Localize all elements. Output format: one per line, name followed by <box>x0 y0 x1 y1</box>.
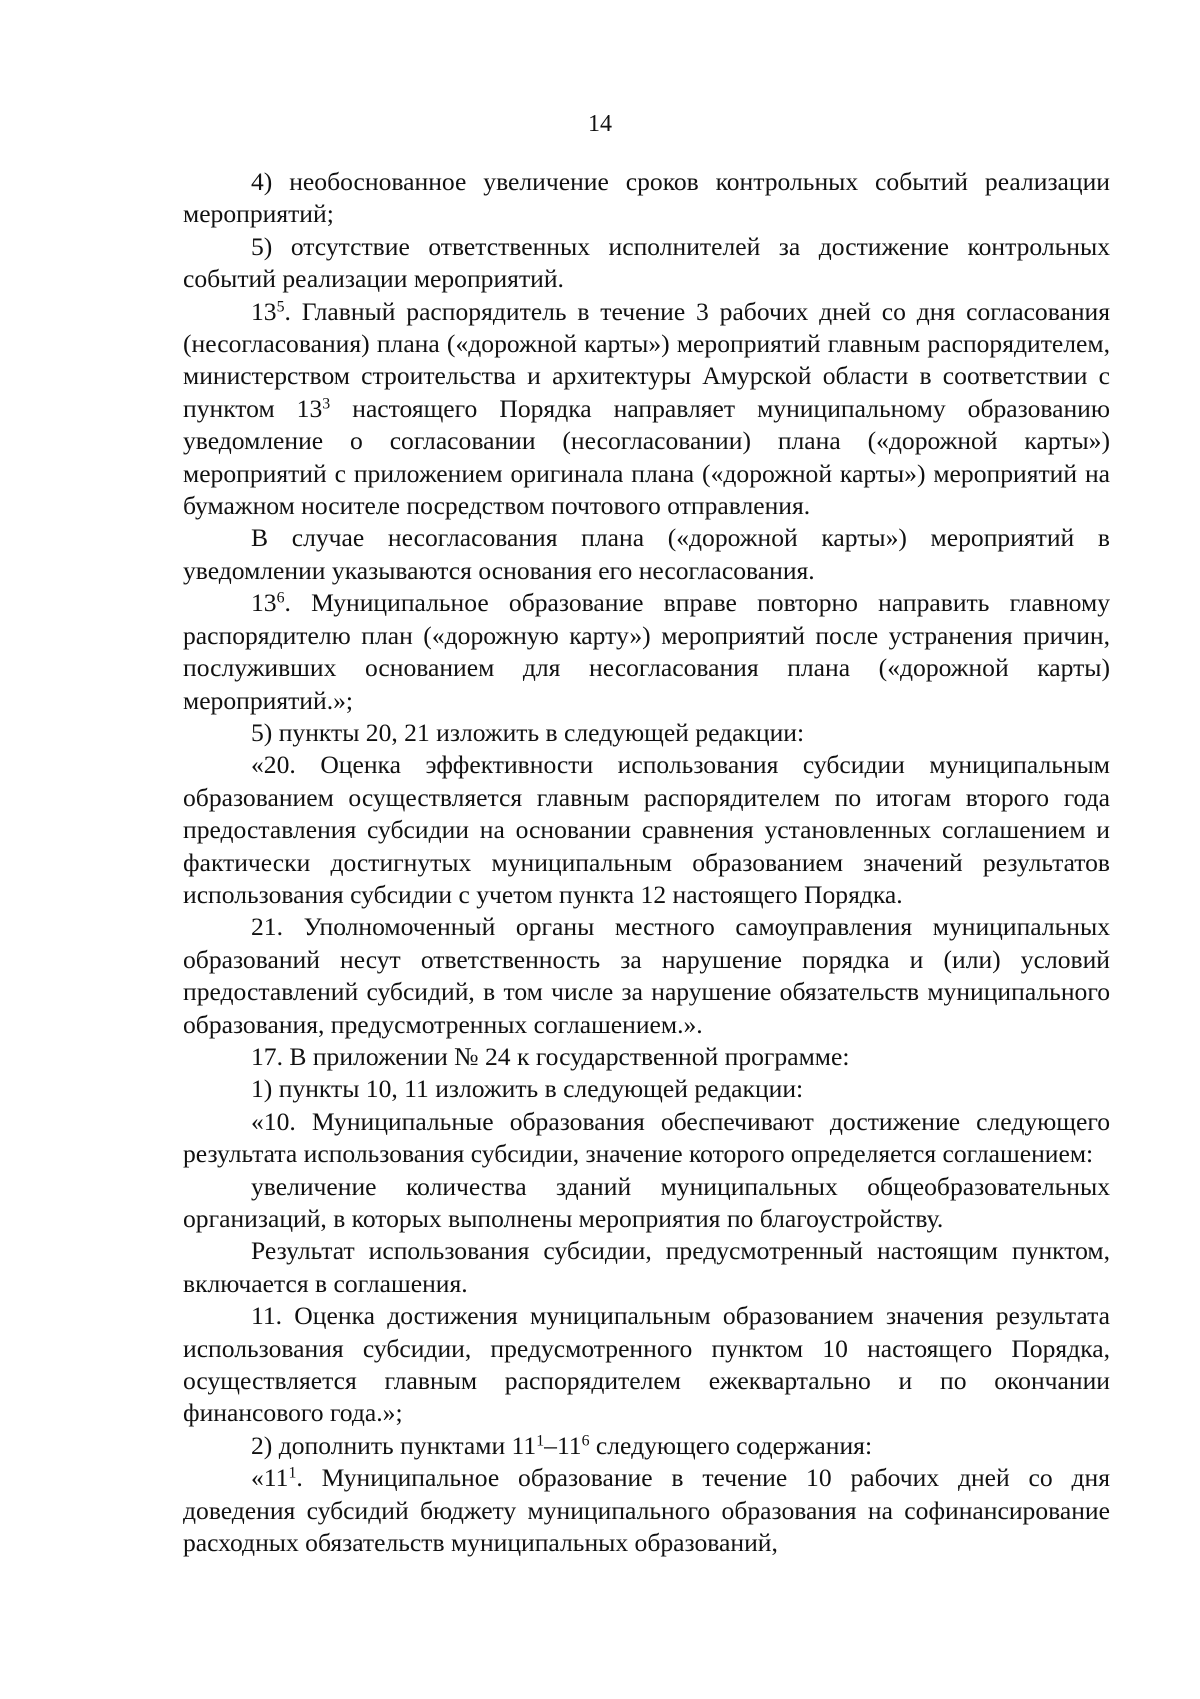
paragraph-13-5 <box>183 296 1110 523</box>
paragraph-items-10-11: 1) пункты 10, 11 изложить в следующей редакции: <box>251 1074 804 1104</box>
paragraph-items-20-21: 5) пункты 20, 21 изложить в следующей редакции: <box>251 717 805 747</box>
clause-superscript: 1 <box>288 1464 297 1482</box>
page-number: 14 <box>588 111 612 137</box>
reference-superscript: 3 <box>322 395 331 413</box>
paragraph-item-21: 21. Уполномоченный органы местного самоуправления муниципальных образований несут ответственность за нарушение порядка и (или) условий предоставлений субсидий, в том числе за нарушение обязательств муниципального образования, предусмотренных соглашением.». <box>183 912 1110 1039</box>
paragraph-text: 2) дополнить пунктами 11 <box>251 1430 537 1460</box>
paragraph-text: . Главный распорядитель в течение 3 рабочих дней со дня согласования (несогласования) плана («дорожной карты») мероприятий главным распорядителем, министерством строительства и архитектуры Амурской области в соответствии с пунктом 13 <box>183 296 1110 423</box>
paragraph-disagreement-case: В случае несогласования плана («дорожной карты») мероприятий в уведомлении указываются основания его несогласования. <box>183 523 1110 585</box>
paragraph-add-items <box>183 1430 1110 1462</box>
paragraph-13-6 <box>183 587 1110 717</box>
paragraph-item-20: «20. Оценка эффективности использования субсидии муниципальным образованием осуществляется главным распорядителем по итогам второго года предоставления субсидии на основании сравнения установленных соглашением и фактически достигнутых муниципальным образованием значений результатов использования субсидии с учетом пункта 12 настоящего Порядка. <box>183 750 1110 909</box>
clause-superscript: 5 <box>276 297 285 315</box>
paragraph-text-tail: настоящего Порядка направляет муниципальному образованию уведомление о согласовании (несогласовании) плана («дорожной карты») мероприятий с приложением оригинала плана («дорожной карты») мероприятий на бумажном носителе посредством почтового отправления. <box>183 393 1110 521</box>
clause-superscript: 6 <box>581 1432 590 1450</box>
clause-number: «11 <box>251 1463 289 1493</box>
paragraph-text: . Муниципальное образование в течение 10 рабочих дней со дня доведения субсидий бюджету муниципального образования на софинансирование расходных обязательств муниципальных образований, <box>183 1463 1110 1558</box>
clause-number: 13 <box>251 588 277 618</box>
paragraph-item-10: «10. Муниципальные образования обеспечивают достижение следующего результата использования субсидии, значение которого определяется соглашением: <box>183 1106 1110 1169</box>
paragraph-item-11-1 <box>183 1462 1110 1559</box>
clause-superscript: 1 <box>536 1432 545 1450</box>
paragraph-result-included: Результат использования субсидии, предусмотренный настоящим пунктом, включается в соглашения. <box>183 1236 1110 1298</box>
paragraph-item-17: 17. В приложении № 24 к государственной программе: <box>251 1041 850 1071</box>
clause-number: 13 <box>251 296 277 326</box>
paragraph-result-description: увеличение количества зданий муниципальных общеобразовательных организаций, в которых выполнены мероприятия по благоустройству. <box>183 1171 1110 1233</box>
paragraph-text: . Муниципальное образование вправе повторно направить главному распорядителю план («дорожную карту») мероприятий после устранения причин, послуживших основанием для несогласования плана («дорожной карты) мероприятий.»; <box>183 588 1110 715</box>
clause-superscript: 6 <box>276 589 285 607</box>
paragraph-item-5: 5) отсутствие ответственных исполнителей за достижение контрольных событий реализации мероприятий. <box>183 231 1110 294</box>
paragraph-item-11: 11. Оценка достижения муниципальным образованием значения результата использования субсидии, предусмотренного пунктом 10 настоящего Порядка, осуществляется главным распорядителем ежеквартально и по окончании финансового года.»; <box>183 1301 1110 1428</box>
paragraph-item-4: 4) необоснованное увеличение сроков контрольных событий реализации мероприятий; <box>183 167 1110 229</box>
paragraph-text: –11 <box>544 1430 582 1460</box>
paragraph-text: следующего содержания: <box>589 1430 873 1460</box>
document-body <box>183 166 1110 1559</box>
